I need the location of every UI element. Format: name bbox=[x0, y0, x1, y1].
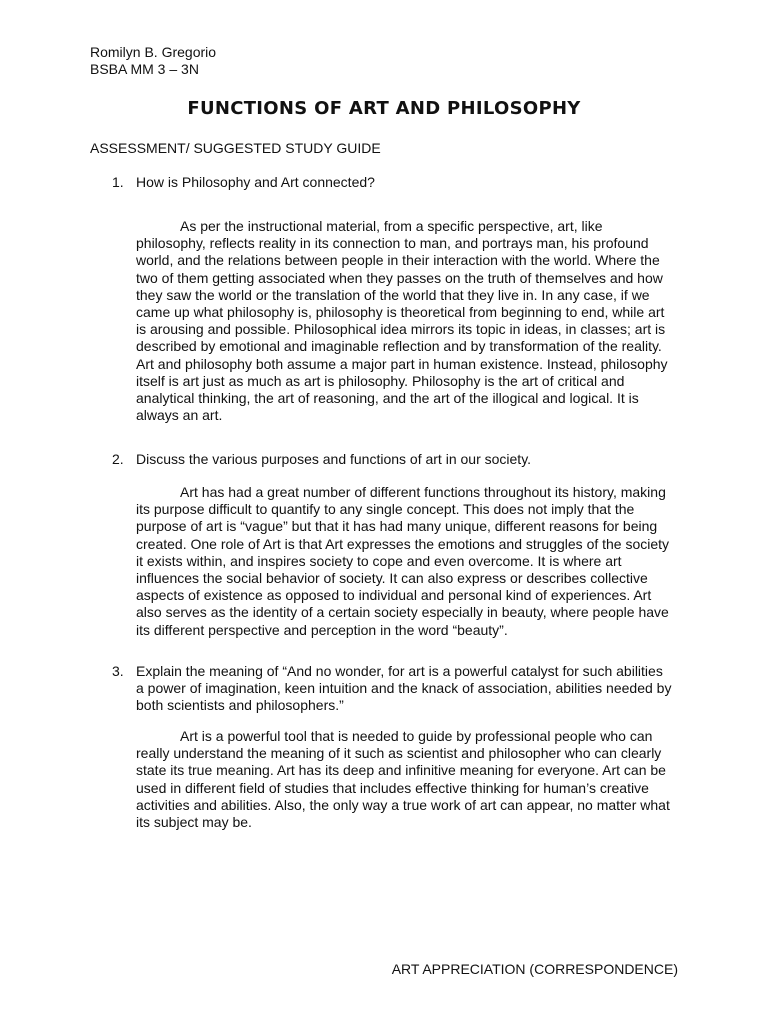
question-text: How is Philosophy and Art connected? bbox=[136, 174, 375, 190]
page-footer: ART APPRECIATION (CORRESPONDENCE) bbox=[391, 961, 678, 977]
question-number: 2. bbox=[112, 451, 124, 467]
question-number: 3. bbox=[112, 663, 124, 679]
question-text: Explain the meaning of “And no wonder, for art is a powerful catalyst for such abilities a power of imagination, keen intuition and the knack of association, abilities needed by both scientists and philosophers.” bbox=[136, 663, 672, 713]
author-block bbox=[90, 44, 216, 78]
document-title: FUNCTIONS OF ART AND PHILOSOPHY bbox=[187, 98, 581, 119]
question-3 bbox=[112, 663, 672, 714]
answer-1: As per the instructional material, from a specific perspective, art, like philosophy, reflects reality in its connection to man, and portrays man, his profound world, and the relations between people in their interaction with the world. Where the two of them getting associated when they passes on the truth of themselves and how they saw the world or the translation of the world that they live in. In any case, if we came up what philosophy is, philosophy is theoretical from beginning to end, while art is arousing and possible. Philosophical idea mirrors its topic in ideas, in classes; art is described by emotional and imaginable reflection and by transformation of the reality. Art and philosophy both assume a major part in human existence. Instead, philosophy itself is art just as much as art is philosophy. Philosophy is the art of critical and analytical thinking, the art of reasoning, and the art of the illogical and logical. It is always an art. bbox=[136, 218, 668, 424]
author-section: BSBA MM 3 – 3N bbox=[90, 61, 199, 77]
document-subtitle: ASSESSMENT/ SUGGESTED STUDY GUIDE bbox=[90, 140, 381, 156]
question-number: 1. bbox=[112, 174, 124, 190]
question-2 bbox=[112, 451, 672, 468]
author-name: Romilyn B. Gregorio bbox=[90, 44, 217, 60]
answer-2: Art has had a great number of different functions throughout its history, making its purpose difficult to quantify to any single concept. This does not imply that the purpose of art is “vague” but that it has had many unique, different reasons for being created. One role of Art is that Art expresses the emotions and struggles of the society it exists within, and inspires society to cope and even overcome. It is where art influences the social behavior of society. It can also express or describes collective aspects of existence as opposed to individual and personal kind of experiences. Art also serves as the identity of a certain society especially in beauty, where people have its different perspective and perception in the word “beauty”. bbox=[136, 484, 670, 638]
answer-3: Art is a powerful tool that is needed to guide by professional people who can really understand the meaning of it such as scientist and philosopher who can clearly state its true meaning. Art has its deep and infinitive meaning for everyone. Art can be used in different field of studies that includes effective thinking for human’s creative activities and abilities. Also, the only way a true work of art can appear, no matter what its subject may be. bbox=[136, 728, 670, 831]
question-text: Discuss the various purposes and functions of art in our society. bbox=[136, 451, 532, 467]
question-1 bbox=[112, 174, 672, 191]
